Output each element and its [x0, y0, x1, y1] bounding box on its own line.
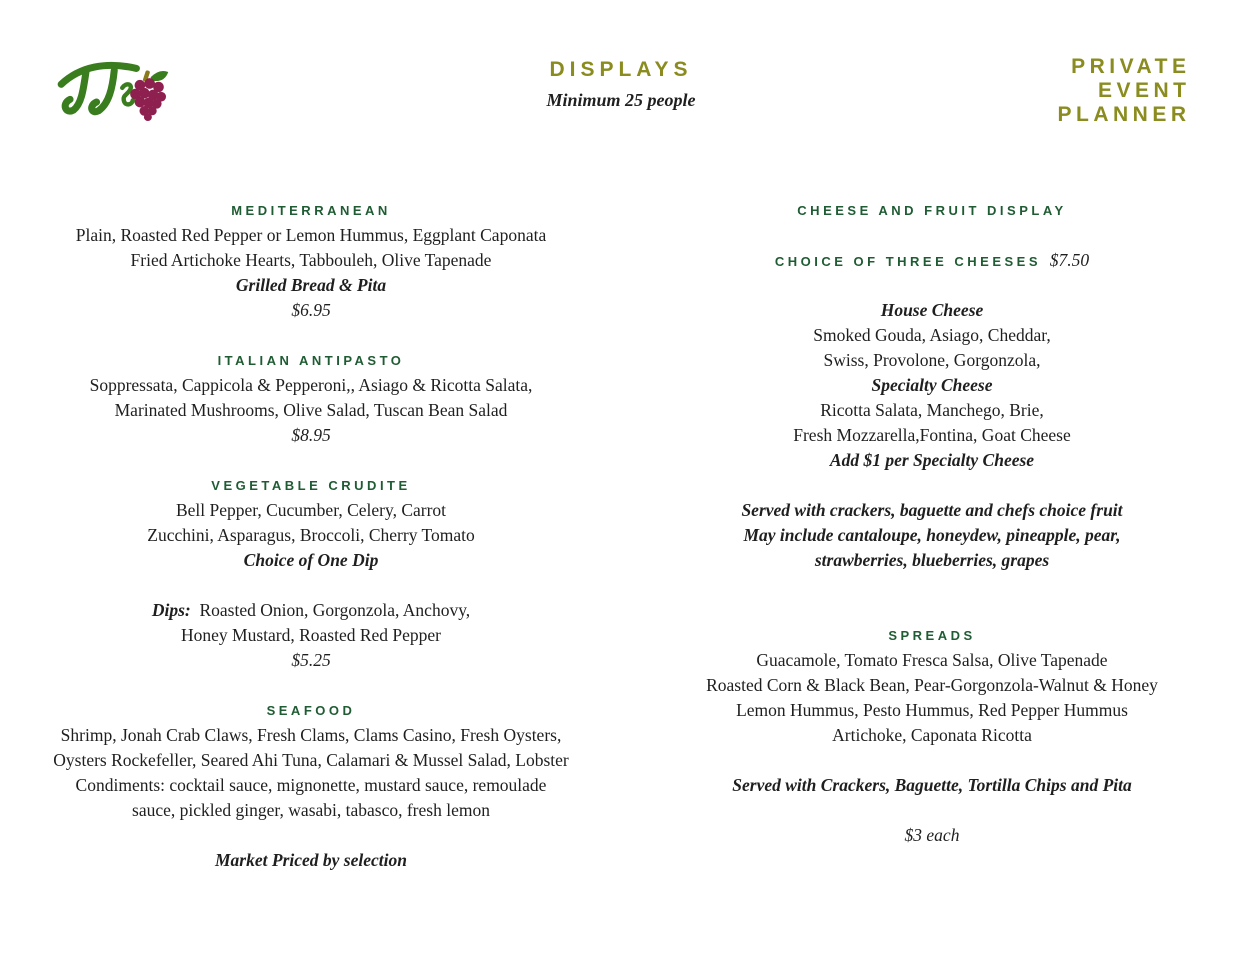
spacer [31, 448, 591, 473]
section-heading-spreads: SPREADS [888, 628, 976, 643]
left-column [31, 198, 591, 873]
menu-line-part: Dips: [151, 600, 191, 620]
menu-line: Soppressata, Cappicola & Pepperoni,, Asiago & Ricotta Salata, [89, 375, 533, 395]
menu-line: Fresh Mozzarella,Fontina, Goat Cheese [793, 425, 1071, 445]
section-heading-italian-antipasto: ITALIAN ANTIPASTO [217, 353, 405, 368]
menu-line: Ricotta Salata, Manchego, Brie, [820, 400, 1044, 420]
spacer [682, 748, 1182, 773]
price: $6.95 [291, 300, 331, 320]
menu-line: Artichoke, Caponata Ricotta [832, 725, 1032, 745]
menu-line: sauce, pickled ginger, wasabi, tabasco, fresh lemon [132, 800, 490, 820]
menu-line: Smoked Gouda, Asiago, Cheddar, [813, 325, 1051, 345]
menu-line: Grilled Bread & Pita [235, 275, 387, 295]
page-subtitle: Minimum 25 people [546, 90, 696, 110]
menu-line: May include cantaloupe, honeydew, pineapple, pear, [743, 525, 1121, 545]
menu-line: Marinated Mushrooms, Olive Salad, Tuscan Bean Salad [114, 400, 508, 420]
right-column [682, 198, 1182, 848]
menu-line-part: $7.50 [1041, 250, 1090, 270]
section-heading-choice-of-three-cheeses [682, 248, 1182, 273]
spacer [682, 473, 1182, 498]
menu-line: Condiments: cocktail sauce, mignonette, mustard sauce, remoulade [75, 775, 547, 795]
section-heading-mediterranean: MEDITERRANEAN [231, 203, 391, 218]
menu-line: Add $1 per Specialty Cheese [829, 450, 1035, 470]
menu-line: Served with Crackers, Baguette, Tortilla Chips and Pita [732, 775, 1132, 795]
spacer [682, 798, 1182, 823]
menu-line: Bell Pepper, Cucumber, Celery, Carrot [175, 500, 447, 520]
dips-line [31, 598, 591, 623]
menu-line: Served with crackers, baguette and chefs choice fruit [741, 500, 1123, 520]
planner-line-private: PRIVATE [1071, 55, 1191, 78]
menu-line: House Cheese [880, 300, 984, 320]
menu-line: Swiss, Provolone, Gorgonzola, [823, 350, 1041, 370]
menu-line: Specialty Cheese [871, 375, 993, 395]
planner-line-event: EVENT [1097, 79, 1191, 102]
menu-line: Plain, Roasted Red Pepper or Lemon Hummus, Eggplant Caponata [75, 225, 547, 245]
menu-line: Honey Mustard, Roasted Red Pepper [180, 625, 442, 645]
menu-line-part: CHOICE OF THREE CHEESES [774, 254, 1041, 269]
section-heading-seafood: SEAFOOD [266, 703, 356, 718]
market-priced-note: Market Priced by selection [215, 850, 407, 870]
planner-line-planner: PLANNER [1057, 103, 1191, 126]
spacer [31, 823, 591, 848]
spacer [682, 273, 1182, 298]
spacer [682, 598, 1182, 623]
private-event-planner-title [1057, 55, 1191, 127]
header-center [0, 58, 1242, 111]
menu-line: Oysters Rockefeller, Seared Ahi Tuna, Calamari & Mussel Salad, Lobster [53, 750, 569, 770]
menu-line: Roasted Corn & Black Bean, Pear-Gorgonzola-Walnut & Honey [706, 675, 1158, 695]
page-title: DISPLAYS [549, 58, 693, 81]
menu-line: Choice of One Dip [243, 550, 379, 570]
menu-line: Lemon Hummus, Pesto Hummus, Red Pepper Hummus [736, 700, 1128, 720]
menu-line: Guacamole, Tomato Fresca Salsa, Olive Tapenade [756, 650, 1108, 670]
spacer [682, 223, 1182, 248]
menu-line: Zucchini, Asparagus, Broccoli, Cherry Tomato [147, 525, 475, 545]
spacer [31, 323, 591, 348]
menu-line: Shrimp, Jonah Crab Claws, Fresh Clams, Clams Casino, Fresh Oysters, [60, 725, 562, 745]
menu-line-part: Roasted Onion, Gorgonzola, Anchovy, [190, 600, 471, 620]
section-heading-vegetable-crudite: VEGETABLE CRUDITE [211, 478, 411, 493]
spacer [31, 573, 591, 598]
section-heading-cheese-and-fruit-display: CHEESE AND FRUIT DISPLAY [797, 203, 1067, 218]
price: $3 each [904, 825, 960, 845]
price: $5.25 [291, 650, 331, 670]
menu-line: Fried Artichoke Hearts, Tabbouleh, Olive Tapenade [130, 250, 492, 270]
menu-line: strawberries, blueberries, grapes [814, 550, 1050, 570]
spacer [682, 573, 1182, 598]
spacer [31, 673, 591, 698]
price: $8.95 [291, 425, 331, 445]
